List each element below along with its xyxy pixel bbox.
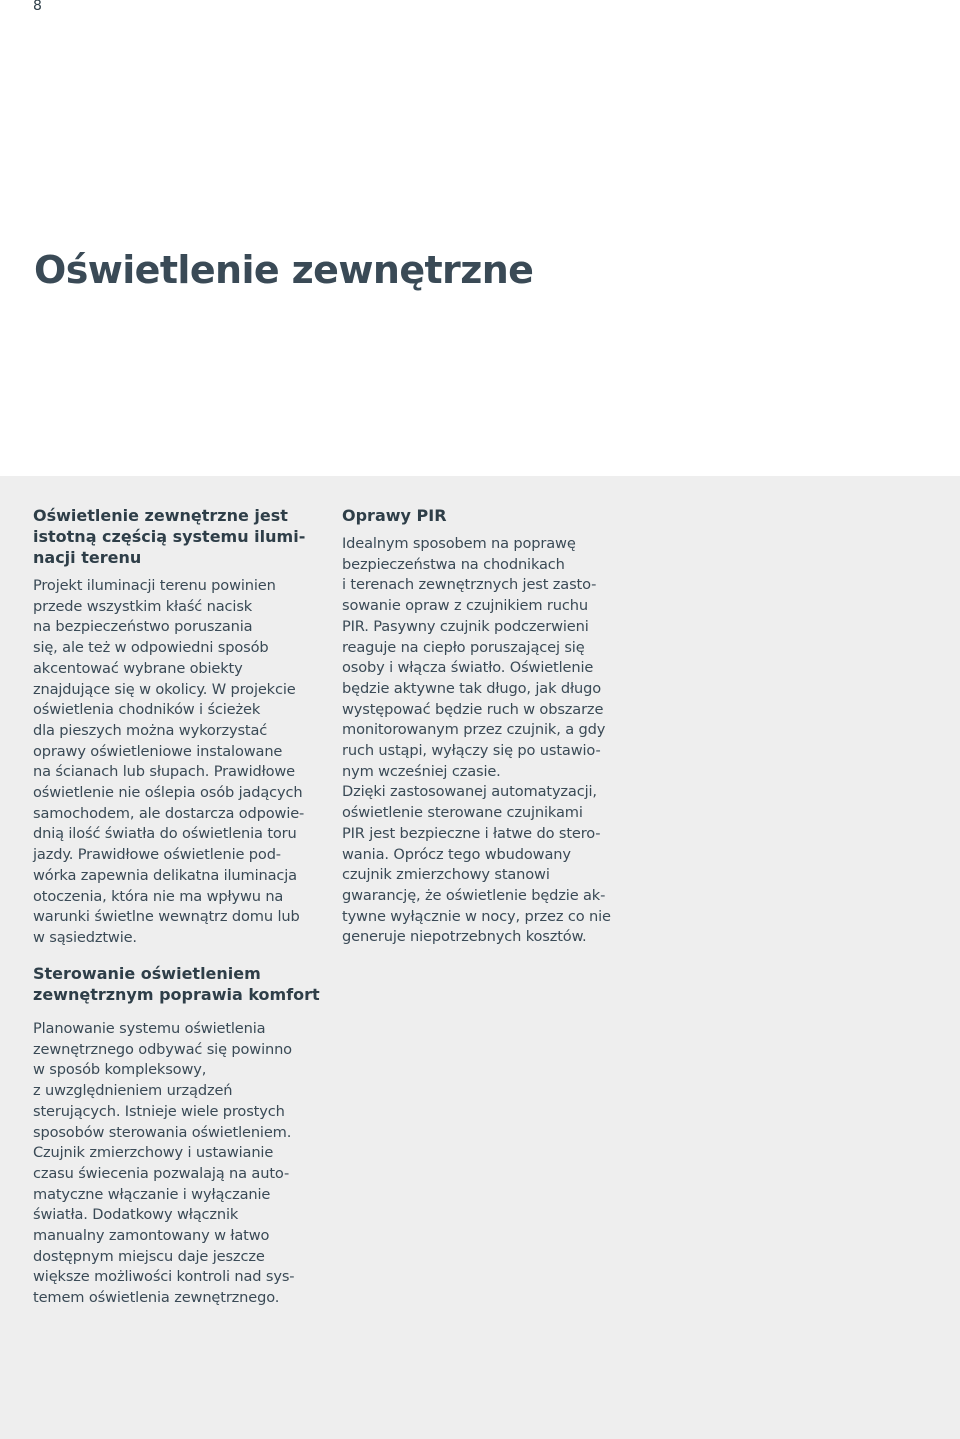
- section-pir: [342, 505, 632, 948]
- section-heading-control: Sterowanie oświetleniem zewnętrznym poprawia komfort: [33, 964, 320, 1004]
- section-body-intro: Projekt iluminacji terenu powinien przede wszystkim kłaść nacisk na bezpieczeństwo poruszania się, ale też w odpowiedni sposób akcentować wybrane obiekty znajdujące się w okolicy. W projekcie oświetlenia chodników i ścieżek dla pieszych można wykorzystać oprawy oświetleniowe instalowane na ścianach lub słupach. Prawidłowe oświetlenie nie oślepia osób jadących samochodem, ale dostarcza odpowie- dnią ilość światła do oświetlenia toru jazdy. Prawidłowe oświetlenie pod- wórka zapewnia delikatna iluminacja otoczenia, która nie ma wpływu na warunki świetlne wewnątrz domu lub w sąsiedztwie.: [33, 577, 305, 946]
- section-control: [33, 963, 323, 1309]
- section-heading-intro: Oświetlenie zewnętrzne jest istotną częścią systemu ilumi- nacji terenu: [33, 506, 306, 567]
- section-intro: [33, 505, 323, 949]
- section-body-control: Planowanie systemu oświetlenia zewnętrznego odbywać się powinno w sposób kompleksowy, z uwzględnieniem urządzeń sterujących. Istnieje wiele prostych sposobów sterowania oświetleniem. Czujnik zmierzchowy i ustawianie czasu świecenia pozwalają na auto- matyczne włączanie i wyłączanie światła. Dodatkowy włącznik manualny zamontowany w łatwo dostępnym miejscu daje jeszcze większe możliwości kontroli nad sys- temem oświetlenia zewnętrznego.: [33, 1020, 295, 1307]
- section-body-pir: Idealnym sposobem na poprawę bezpieczeństwa na chodnikach i terenach zewnętrznych jest zasto- sowanie opraw z czujnikiem ruchu PIR. Pasywny czujnik podczerwieni reaguje na ciepło poruszającej się osoby i włącza światło. Oświetlenie będzie aktywne tak długo, jak długo występować będzie ruch w obszarze monitorowanym przez czujnik, a gdy ruch ustąpi, wyłączy się po ustawio- nym wcześniej czasie. Dzięki zastosowanej automatyzacji, oświetlenie sterowane czujnikami PIR jest bezpieczne i łatwe do stero- wania. Oprócz tego wbudowany czujnik zmierzchowy stanowi gwarancję, że oświetlenie będzie ak- tywne wyłącznie w nocy, przez co nie generuje niepotrzebnych kosztów.: [342, 535, 611, 946]
- page-title: Oświetlenie zewnętrzne: [34, 248, 534, 292]
- section-heading-pir: Oprawy PIR: [342, 506, 447, 525]
- page-number: 8: [33, 0, 42, 14]
